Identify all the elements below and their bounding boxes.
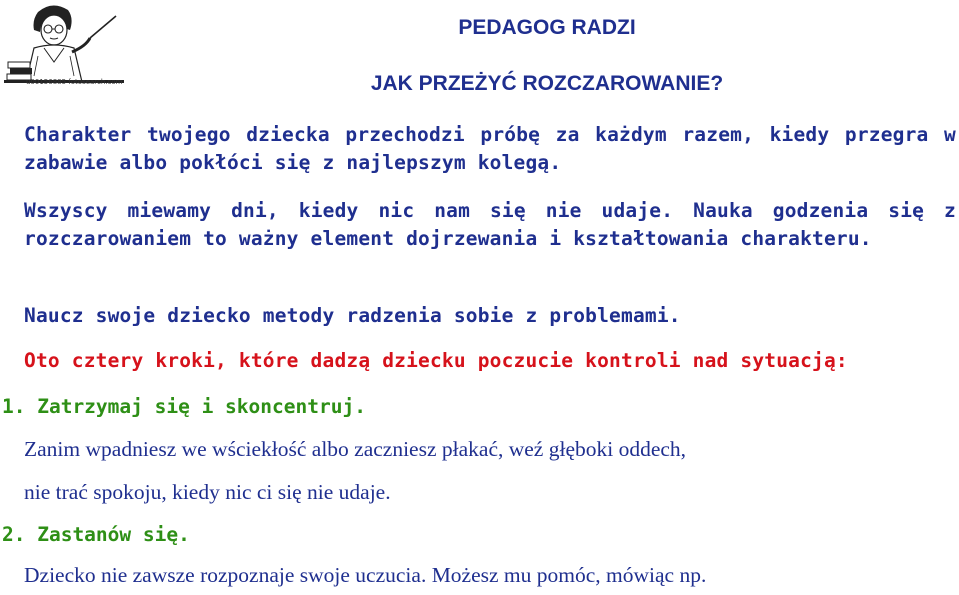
step-2-line-1: Dziecko nie zawsze rozpoznaje swoje uczucia. Możesz mu pomóc, mówiąc np. [24, 563, 707, 587]
paragraph-teach-method: Naucz swoje dziecko metody radzenia sobie z problemami. [24, 304, 681, 327]
paragraph-character: Charakter twojego dziecka przechodzi próbę za każdym razem, kiedy przegra w zabawie albo pokłóci się z najlepszym kolegą. [24, 123, 956, 174]
clipart-watermark: u00156885 fotosearch.com [26, 78, 123, 86]
paragraph-four-steps: Oto cztery kroki, które dadzą dziecku poczucie kontroli nad sytuacją: [24, 349, 848, 372]
paragraph-bad-days: Wszyscy miewamy dni, kiedy nic nam się nie udaje. Nauka godzenia się z rozczarowaniem to ważny element dojrzewania i kształtowania charakteru. [24, 199, 956, 250]
page-subtitle: JAK PRZEŻYĆ ROZCZAROWANIE? [370, 72, 724, 95]
step-2-heading: 2. Zastanów się. [2, 523, 190, 546]
step-1-line-1: Zanim wpadniesz we wściekłość albo zaczniesz płakać, weź głęboki oddech, [24, 437, 687, 461]
page-title: PEDAGOG RADZI [458, 16, 636, 39]
step-1-line-2: nie trać spokoju, kiedy nic ci się nie udaje. [24, 480, 391, 504]
step-1-heading: 1. Zatrzymaj się i skoncentruj. [2, 395, 366, 418]
